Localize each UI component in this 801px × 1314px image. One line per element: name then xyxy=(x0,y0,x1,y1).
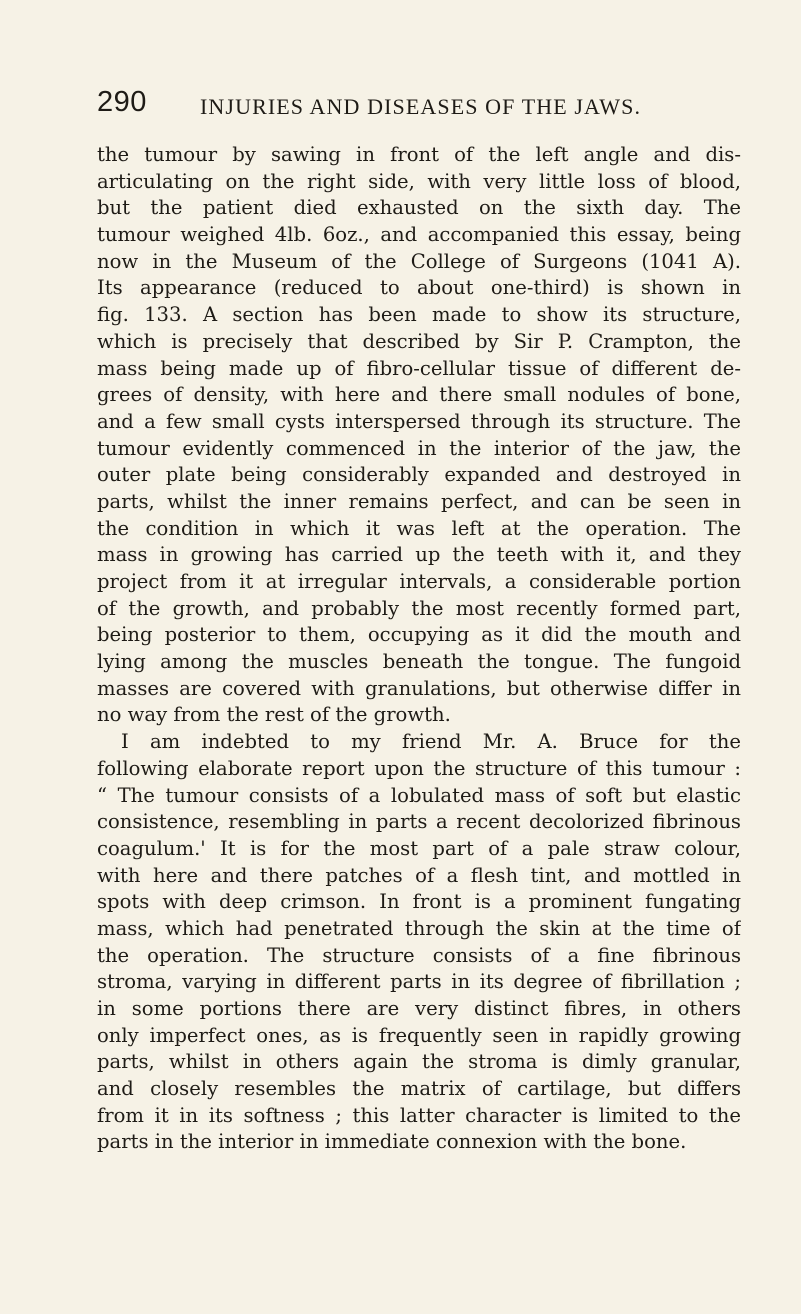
text-line: and closely resembles the matrix of cartilage, but differs xyxy=(97,1077,741,1101)
text-line: and a few small cysts interspersed through its structure. The xyxy=(97,409,741,433)
text-line: tumour weighed 4lb. 6oz., and accompanied this essay, being xyxy=(97,223,741,247)
text-line: I am indebted to my friend Mr. A. Bruce for the xyxy=(121,730,741,754)
text-line: being posterior to them, occupying as it did the mouth and xyxy=(97,623,741,647)
text-line: now in the Museum of the College of Surgeons (1041 A). xyxy=(97,249,741,273)
text-line: consistence, resembling in parts a recent decolorized fibrinous xyxy=(97,810,741,834)
text-line: parts in the interior in immediate connexion with the bone. xyxy=(97,1130,687,1154)
text-line: spots with deep crimson. In front is a prominent fungating xyxy=(97,890,741,914)
page-number: 290 xyxy=(97,86,147,118)
text-line: stroma, varying in different parts in its degree of fibrillation ; xyxy=(97,970,741,994)
text-line: “ The tumour consists of a lobulated mass of soft but elastic xyxy=(97,783,741,807)
text-line: of the growth, and probably the most recently formed part, xyxy=(97,596,741,620)
text-line: mass in growing has carried up the teeth with it, and they xyxy=(97,543,741,567)
text-line: no way from the rest of the growth. xyxy=(97,703,451,727)
text-line: parts, whilst the inner remains perfect, and can be seen in xyxy=(97,489,741,513)
text-line: lying among the muscles beneath the tongue. The fungoid xyxy=(97,650,741,674)
text-line: articulating on the right side, with very little loss of blood, xyxy=(97,169,741,193)
text-line: outer plate being considerably expanded and destroyed in xyxy=(97,463,741,487)
text-line: coagulum.' It is for the most part of a pale straw colour, xyxy=(97,836,741,860)
text-line: project from it at irregular intervals, a considerable portion xyxy=(97,570,741,593)
text-line: Its appearance (reduced to about one-third) is shown in xyxy=(97,276,741,300)
text-line: fig. 133. A section has been made to show its structure, xyxy=(97,303,741,327)
text-line: with here and there patches of a flesh tint, and mottled in xyxy=(97,863,741,887)
body-text xyxy=(97,142,741,1156)
text-line: grees of density, with here and there small nodules of bone, xyxy=(97,383,741,407)
text-line: which is precisely that described by Sir P. Crampton, the xyxy=(97,329,741,353)
text-line: the tumour by sawing in front of the left angle and dis- xyxy=(97,143,741,166)
text-line: from it in its softness ; this latter character is limited to the xyxy=(97,1103,741,1127)
text-line: mass, which had penetrated through the skin at the time of xyxy=(97,916,741,940)
text-line: mass being made up of fibro-cellular tissue of different de- xyxy=(97,356,741,380)
running-title: INJURIES AND DISEASES OF THE JAWS. xyxy=(200,94,642,119)
text-line: parts, whilst in others again the stroma is dimly granular, xyxy=(97,1050,741,1074)
text-line: the operation. The structure consists of a fine fibrinous xyxy=(97,943,741,967)
text-line: tumour evidently commenced in the interior of the jaw, the xyxy=(97,436,741,460)
text-line: in some portions there are very distinct fibres, in others xyxy=(97,997,741,1020)
text-line: but the patient died exhausted on the sixth day. The xyxy=(97,196,741,220)
text-line: masses are covered with granulations, but otherwise differ in xyxy=(97,676,741,700)
text-line: following elaborate report upon the structure of this tumour : xyxy=(97,756,741,780)
text-line: the condition in which it was left at the operation. The xyxy=(97,516,741,540)
running-head xyxy=(97,86,741,126)
text-line: only imperfect ones, as is frequently seen in rapidly growing xyxy=(97,1023,741,1047)
